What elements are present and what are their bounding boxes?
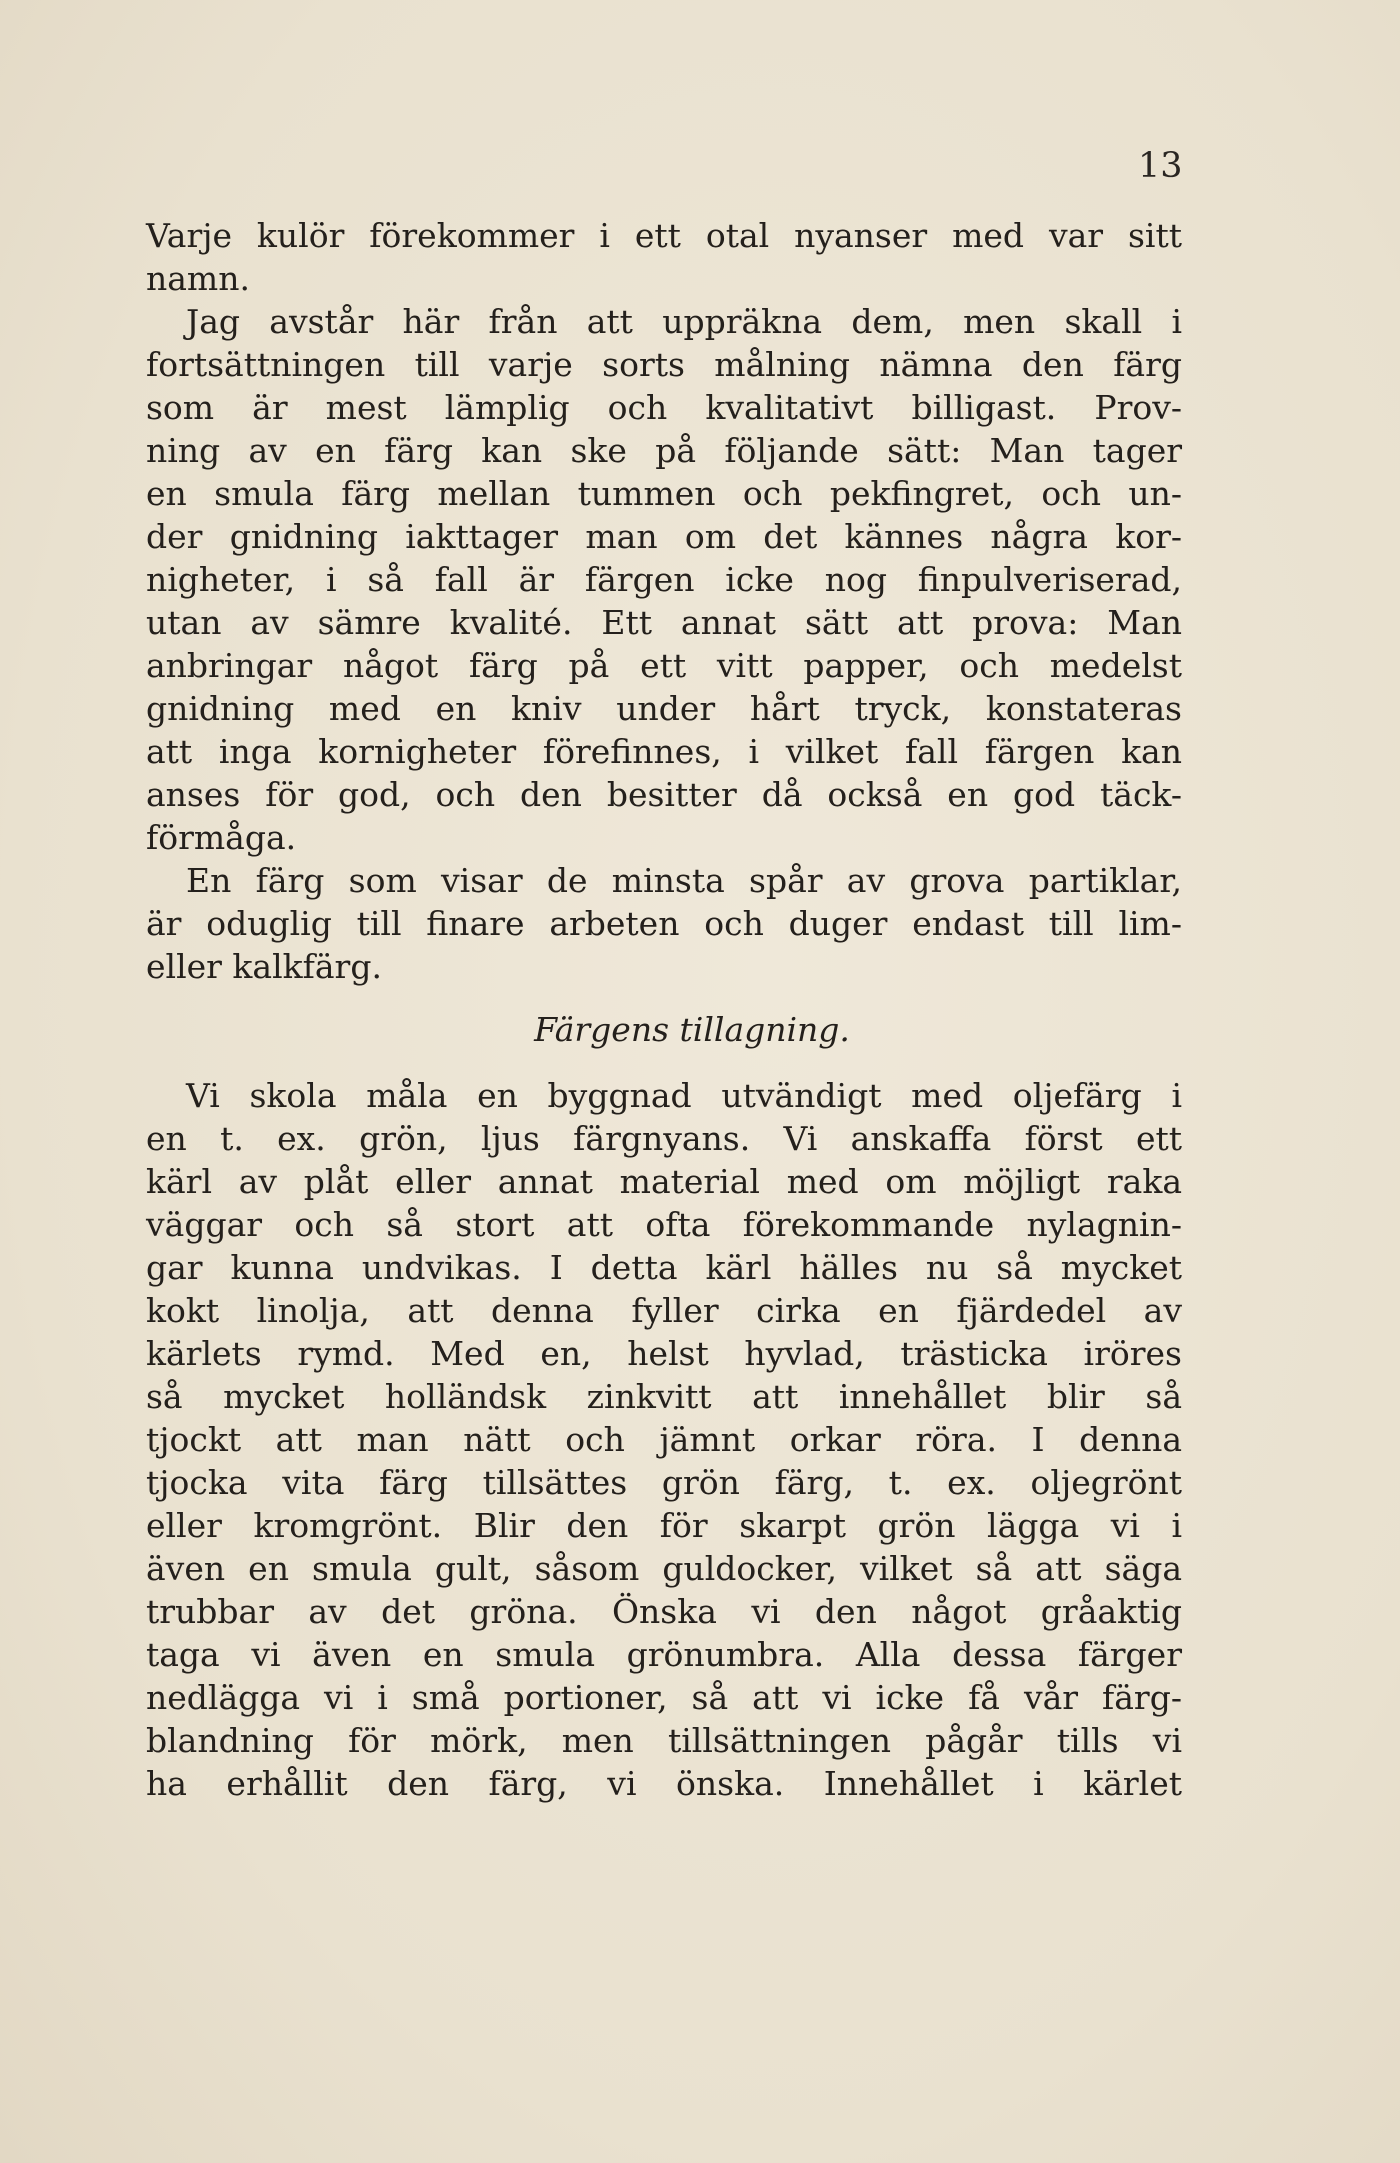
text-line: anses för god, och den besitter då också en god täck- bbox=[146, 775, 1182, 814]
text-line: väggar och så stort att ofta förekommande nylagnin- bbox=[146, 1205, 1182, 1244]
text-line: Jag avstår här från att uppräkna dem, men skall i bbox=[186, 302, 1182, 341]
text-line: kärlets rymd. Med en, helst hyvlad, trästicka iröres bbox=[146, 1334, 1182, 1373]
text-line: ha erhållit den färg, vi önska. Innehållet i kärlet bbox=[146, 1764, 1182, 1803]
page-body bbox=[146, 214, 1182, 1805]
text-line: är oduglig till finare arbeten och duger endast till lim- bbox=[146, 904, 1182, 943]
text-line: eller kromgrönt. Blir den för skarpt grön lägga vi i bbox=[146, 1506, 1182, 1545]
text-line: Vi skola måla en byggnad utvändigt med oljefärg i bbox=[186, 1076, 1182, 1115]
page-number: 13 bbox=[1138, 146, 1183, 186]
text-line: kärl av plåt eller annat material med om möjligt raka bbox=[146, 1162, 1182, 1201]
text-line: trubbar av det gröna. Önska vi den något gråaktig bbox=[146, 1592, 1182, 1631]
paragraph bbox=[146, 859, 1182, 988]
text-line: en smula färg mellan tummen och pekfingret, och un- bbox=[146, 474, 1182, 513]
text-line: der gnidning iakttager man om det kännes några kor- bbox=[146, 517, 1182, 556]
text-line: taga vi även en smula grönumbra. Alla dessa färger bbox=[146, 1635, 1182, 1674]
paragraph bbox=[146, 214, 1182, 300]
text-line: tjocka vita färg tillsättes grön färg, t. ex. oljegrönt bbox=[146, 1463, 1182, 1502]
text-line: tjockt att man nätt och jämnt orkar röra. I denna bbox=[146, 1420, 1182, 1459]
text-line: En färg som visar de minsta spår av grova partiklar, bbox=[186, 861, 1182, 900]
text-line: att inga kornigheter förefinnes, i vilket fall färgen kan bbox=[146, 732, 1182, 771]
text-line: som är mest lämplig och kvalitativt billigast. Prov- bbox=[146, 388, 1182, 427]
text-line: även en smula gult, såsom guldocker, vilket så att säga bbox=[146, 1549, 1182, 1588]
text-line: blandning för mörk, men tillsättningen pågår tills vi bbox=[146, 1721, 1182, 1760]
text-line: nigheter, i så fall är färgen icke nog finpulveriserad, bbox=[146, 560, 1182, 599]
text-line: förmåga. bbox=[146, 818, 297, 857]
paragraph bbox=[146, 300, 1182, 859]
text-line: kokt linolja, att denna fyller cirka en fjärdedel av bbox=[146, 1291, 1182, 1330]
text-line: namn. bbox=[146, 259, 250, 298]
text-line: Varje kulör förekommer i ett otal nyanser med var sitt bbox=[146, 216, 1182, 255]
text-line: utan av sämre kvalité. Ett annat sätt att prova: Man bbox=[146, 603, 1182, 642]
text-line: gar kunna undvikas. I detta kärl hälles nu så mycket bbox=[146, 1248, 1182, 1287]
text-line: ning av en färg kan ske på följande sätt: Man tager bbox=[146, 431, 1182, 470]
section-heading: Färgens tillagning. bbox=[534, 1010, 850, 1049]
text-line: fortsättningen till varje sorts målning nämna den färg bbox=[146, 345, 1182, 384]
text-line: nedlägga vi i små portioner, så att vi icke få vår färg- bbox=[146, 1678, 1182, 1717]
text-line: så mycket holländsk zinkvitt att innehållet blir så bbox=[146, 1377, 1182, 1416]
text-line: anbringar något färg på ett vitt papper, och medelst bbox=[146, 646, 1182, 685]
text-line: eller kalkfärg. bbox=[146, 947, 382, 986]
text-line: en t. ex. grön, ljus färgnyans. Vi anskaffa först ett bbox=[146, 1119, 1182, 1158]
text-line: gnidning med en kniv under hårt tryck, konstateras bbox=[146, 689, 1182, 728]
paragraph bbox=[146, 1074, 1182, 1805]
